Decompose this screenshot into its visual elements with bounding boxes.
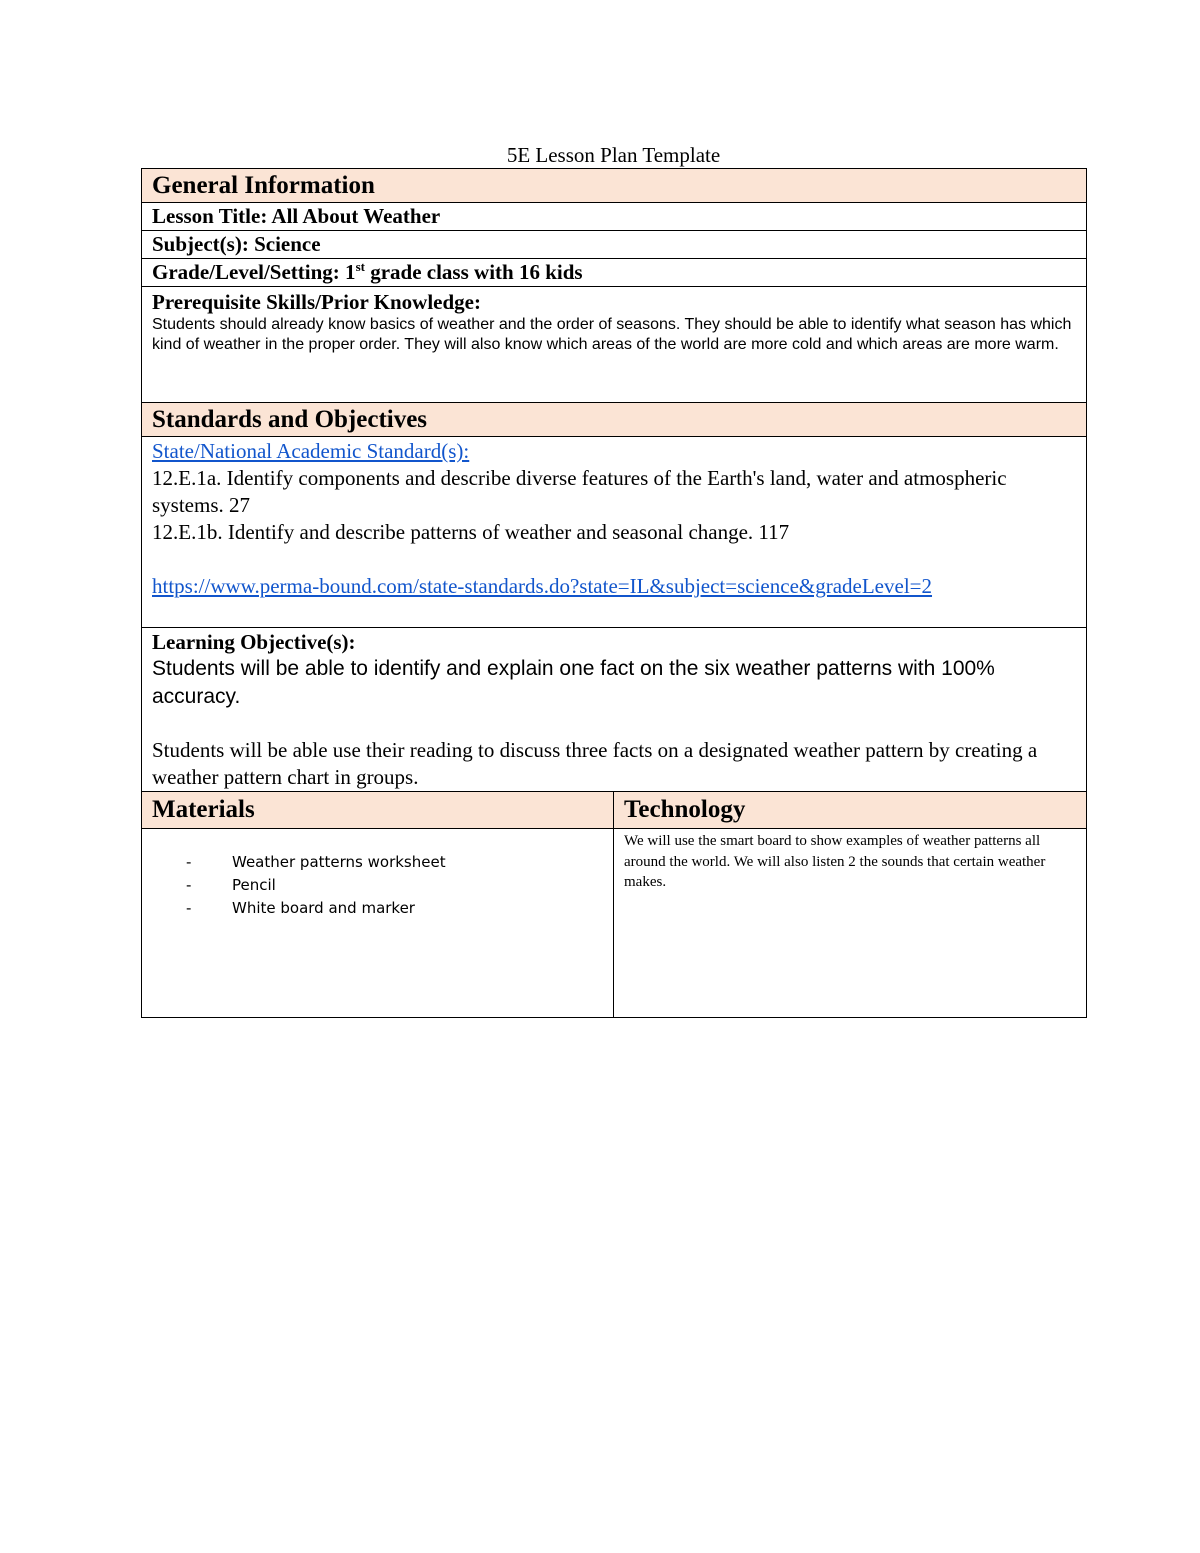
standards-heading: Standards and Objectives (142, 403, 1087, 437)
list-item: - White board and marker (186, 897, 603, 920)
lesson-plan-table (141, 168, 1087, 1018)
lesson-title: Lesson Title: All About Weather (142, 203, 1087, 231)
subjects-row (142, 231, 1087, 259)
prereq-cell (142, 287, 1087, 403)
technology-text: We will use the smart board to show examples of weather patterns all around the world. We will also listen 2 the sounds that certain weather makes. (624, 833, 1046, 890)
bullet-dash: - (186, 876, 192, 894)
grade-suffix: grade class with 16 kids (364, 260, 583, 284)
standard-12e1b: 12.E.1b. Identify and describe patterns of weather and seasonal change. 117 (152, 520, 790, 544)
standards-url-link[interactable]: https://www.perma-bound.com/state-standards.do?state=IL&subject=science&gradeLevel=2 (152, 574, 933, 598)
general-info-heading: General Information (142, 169, 1087, 203)
materials-list (152, 851, 603, 920)
grade-superscript: st (355, 259, 365, 274)
prereq-row (142, 287, 1087, 403)
objective-2: Students will be able use their reading to discuss three facts on a designated weather pattern by creating a weather pattern chart in groups. (152, 738, 1038, 789)
bullet-dash: - (186, 899, 192, 917)
objectives-cell (142, 628, 1087, 792)
prereq-text: Students should already know basics of weather and the order of seasons. They should be able to identify what season has which kind of weather in the proper order. They will also know which areas of the world are more cold and which areas are more warm. (152, 316, 1072, 353)
materials-cell (142, 829, 614, 1018)
materials-tech-header-row (142, 792, 1087, 829)
objective-label: Learning Objective(s): (152, 630, 356, 654)
list-item: - Pencil (186, 874, 603, 897)
prereq-label: Prerequisite Skills/Prior Knowledge: (152, 290, 481, 314)
objectives-row (142, 628, 1087, 792)
standards-row (142, 437, 1087, 628)
general-info-header-row (142, 169, 1087, 203)
technology-heading: Technology (614, 792, 1087, 829)
bullet-dash: - (186, 853, 192, 871)
grade-level-row (142, 259, 1087, 287)
standards-link-label[interactable]: State/National Academic Standard(s): (152, 439, 470, 463)
grade-prefix: Grade/Level/Setting: 1 (152, 260, 356, 284)
objective-1: Students will be able to identify and explain one fact on the six weather patterns with 100% accuracy. (152, 657, 995, 708)
materials-heading: Materials (142, 792, 614, 829)
grade-level-setting (142, 259, 1087, 287)
standards-cell (142, 437, 1087, 628)
technology-cell (614, 829, 1087, 1018)
list-item: - Weather patterns worksheet (186, 851, 603, 874)
standards-header-row (142, 403, 1087, 437)
subjects: Subject(s): Science (142, 231, 1087, 259)
lesson-title-row (142, 203, 1087, 231)
document-title: 5E Lesson Plan Template (506, 143, 721, 167)
materials-tech-row (142, 829, 1087, 1018)
standard-12e1a: 12.E.1a. Identify components and describe diverse features of the Earth's land, water and atmospheric systems. 27 (152, 466, 1007, 517)
